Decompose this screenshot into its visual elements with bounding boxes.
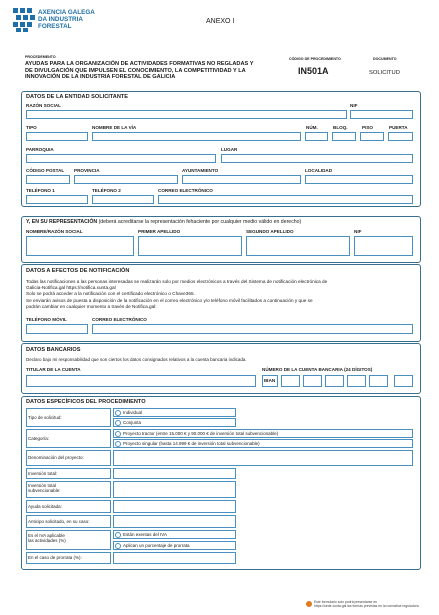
label-provincia: PROVINCIA	[74, 168, 100, 173]
doc-caption: DOCUMENTO	[373, 57, 397, 61]
nombre-via-field[interactable]	[92, 132, 301, 141]
iban-label: IBAN	[264, 378, 276, 383]
label-notif-email: CORREO ELECTRÓNICO	[92, 317, 147, 322]
rep-nif-field[interactable]	[354, 236, 413, 256]
procedure-title-line-1: AYUDAS PARA LA ORGANIZACIÓN DE ACTIVIDADES FORMATIVAS NO REGLADAS Y	[25, 61, 254, 67]
inversion-sub-label-2: subvencionable:	[28, 488, 61, 494]
prorrata-field[interactable]	[113, 552, 236, 564]
iban-group-2[interactable]	[303, 375, 322, 387]
iban-group-6[interactable]	[394, 375, 413, 387]
denominacion-field[interactable]	[113, 450, 413, 466]
radio-singular[interactable]	[115, 441, 121, 447]
iban-group-1[interactable]	[281, 375, 300, 387]
ayuda-label: Ayuda solicitada:	[28, 504, 62, 509]
representative-section-title: Y, EN SU REPRESENTACIÓN	[26, 219, 98, 225]
label-email: CORREO ELECTRÓNICO	[158, 188, 213, 193]
num-field[interactable]	[305, 132, 328, 141]
anticipo-field[interactable]	[113, 515, 236, 528]
ayuntamiento-field[interactable]	[182, 175, 301, 184]
iban-group-3[interactable]	[325, 375, 344, 387]
iban-group-5[interactable]	[369, 375, 388, 387]
bloq-field[interactable]	[332, 132, 356, 141]
inversion-total-field[interactable]	[113, 468, 236, 479]
label-nif: NIF	[350, 103, 358, 108]
label-lugar: LUGAR	[221, 147, 238, 152]
inversion-sub-field[interactable]	[113, 481, 236, 498]
notification-text-1: Todas las notificaciones a las personas interesadas se realizarán solo por medios electrónicos a través del Sistema de notificación electrónica de	[26, 279, 328, 284]
tel2-field[interactable]	[92, 195, 154, 204]
annex-label: ANEXO I	[206, 18, 235, 25]
holder-field[interactable]	[26, 375, 256, 387]
notification-section-title: DATOS A EFECTOS DE NOTIFICACIÓN	[26, 268, 130, 274]
notification-text-2: Solo se podrá acceder a la notificación con el certificado electrónico o Chave365.	[26, 291, 195, 297]
label-bloq: BLOQ.	[333, 125, 348, 130]
label-num: NÚM.	[306, 125, 318, 130]
option-iva-exenta-label: Están exentas del IVA	[123, 532, 167, 537]
prorrata-label: En el caso de prorrata (%):	[28, 555, 82, 560]
tipo-solicitud-label: Tipo de solicitud:	[28, 415, 62, 420]
nif-field[interactable]	[350, 110, 413, 119]
label-nombre-via: NOMBRE DE LA VÍA	[92, 125, 137, 130]
footer-text-2: https://sede.xunta.gal las formas previstas en la normativa reguladora	[314, 604, 419, 608]
procedure-title-line-3: INNOVACIÓN DE LA INDUSTRIA FORESTAL DE GALICIA	[25, 74, 176, 81]
label-parroquia: PARROQUIA	[26, 147, 54, 152]
radio-individual[interactable]	[115, 410, 121, 416]
piso-field[interactable]	[360, 132, 384, 141]
label-rep-surname2: SEGUNDO APELLIDO	[246, 229, 294, 234]
iban-group-4[interactable]	[347, 375, 366, 387]
anticipo-label: Anticipo solicitado, en su caso:	[28, 519, 90, 524]
footer-text-1: Este formulario solo podrá presentarse en	[314, 600, 378, 604]
label-ayuntamiento: AYUNTAMIENTO	[182, 168, 219, 173]
rep-name-field[interactable]	[26, 236, 134, 256]
logo-line-1: AXENCIA GALEGA	[38, 9, 95, 16]
denominacion-label: Denominación del proyecto:	[28, 455, 84, 460]
option-singular-label: Proyecto singular (hasta 14.999 € de inversión total subvencionable)	[123, 441, 260, 446]
notification-text-1b: Galicia-Notifica.gal https://notifica.xunta.gal	[26, 285, 116, 291]
option-tractor-label: Proyecto tractor (entre 15.000 € y 90.000 € de inversión total subvencionable)	[123, 431, 279, 436]
puerta-field[interactable]	[388, 132, 413, 141]
provincia-field[interactable]	[74, 175, 178, 184]
procedure-code: IN501A	[298, 66, 329, 76]
iva-label-1: Es el IVA aplicable	[28, 533, 65, 538]
label-tel1: TELÉFONO 1	[26, 188, 55, 193]
label-holder: TITULAR DE LA CUENTA	[26, 367, 81, 372]
label-tel2: TELÉFONO 2	[92, 188, 121, 193]
procedure-caption: PROCEDEMENTO	[25, 55, 56, 59]
applicant-section-title: DATOS DE LA ENTIDAD SOLICITANTE	[26, 94, 129, 100]
radio-iva-exenta[interactable]	[115, 532, 121, 538]
tipo-field[interactable]	[26, 132, 88, 141]
bank-section-title: DATOS BANCARIOS	[26, 347, 81, 353]
logo-line-3: FORESTAL	[38, 23, 72, 30]
procedure-section-title: DATOS ESPECÍFICOS DEL PROCEDIMIENTO	[26, 399, 146, 405]
label-tipo: TIPO	[26, 125, 37, 130]
bank-declaration: Declaro bajo mi responsabilidad que son ciertos los datos consignados relativos a la cuenta bancaria indicada.	[26, 357, 247, 362]
radio-tractor[interactable]	[115, 431, 121, 437]
doc-type: SOLICITUD	[369, 70, 400, 76]
mobile-field[interactable]	[26, 324, 88, 334]
ayuda-field[interactable]	[113, 500, 236, 513]
tel1-field[interactable]	[26, 195, 88, 204]
label-rep-surname1: PRIMER APELLIDO	[138, 229, 181, 234]
radio-conjunta[interactable]	[115, 420, 121, 426]
localidad-field[interactable]	[305, 175, 413, 184]
label-mobile: TELÉFONO MÓVIL	[26, 317, 67, 322]
logo-line-2: DA INDUSTRIA	[38, 16, 83, 23]
parroquia-field[interactable]	[26, 154, 216, 163]
label-razon-social: RAZÓN SOCIAL	[26, 103, 61, 108]
label-account: NÚMERO DE LA CUENTA BANCARIA (24 DÍGITOS)	[262, 367, 373, 372]
rep-surname1-field[interactable]	[138, 236, 242, 256]
option-conjunta-label: Conjunta	[123, 420, 142, 425]
lugar-field[interactable]	[221, 154, 413, 163]
notif-email-field[interactable]	[92, 324, 413, 334]
razon-social-field[interactable]	[26, 110, 347, 119]
logo-mark-icon	[13, 8, 35, 32]
notification-text-3: Se enviarán avisos de puesta a disposición de la notificación en el correo electrónico y/o teléfono móvil facilitados a continuación y que se	[26, 297, 313, 303]
label-piso: PISO	[362, 125, 373, 130]
option-individual-label: Individual	[123, 410, 143, 415]
code-caption: CÓDIGO DE PROCEDIMIENTO	[289, 57, 341, 61]
categoria-label: Categoría:	[28, 436, 50, 441]
label-localidad: LOCALIDAD	[305, 168, 333, 173]
label-cp: CÓDIGO POSTAL	[26, 168, 65, 173]
representative-section-note: (deberá acreditarse la representación fehaciente por cualquier medio válido en derecho)	[98, 219, 302, 225]
procedure-title-line-2: DE DIVULGACIÓN QUE IMPULSEN EL CONOCIMIENTO, LA COMPETITIVIDAD Y LA	[25, 67, 246, 74]
inversion-total-label: Inversión total:	[28, 471, 58, 476]
notification-text-3b: podrán cambiar en cualquier momento a través de Notifica.gal:	[26, 303, 157, 309]
cp-field[interactable]	[26, 175, 70, 184]
agency-logo	[13, 8, 35, 32]
email-field[interactable]	[158, 195, 413, 204]
radio-iva-prorrata[interactable]	[115, 543, 121, 549]
label-rep-name: NOMBRE/RAZÓN SOCIAL	[26, 229, 83, 234]
iva-label-2: las actividades (%)	[28, 538, 66, 544]
option-iva-prorrata-label: Aplican un porcentaje de prorrata	[123, 543, 190, 548]
label-puerta: PUERTA	[389, 125, 408, 130]
rep-surname2-field[interactable]	[246, 236, 350, 256]
footer-stamp-icon	[306, 601, 312, 607]
inversion-sub-label-1: Inversión total	[28, 483, 57, 488]
label-rep-nif: NIF	[354, 229, 362, 234]
